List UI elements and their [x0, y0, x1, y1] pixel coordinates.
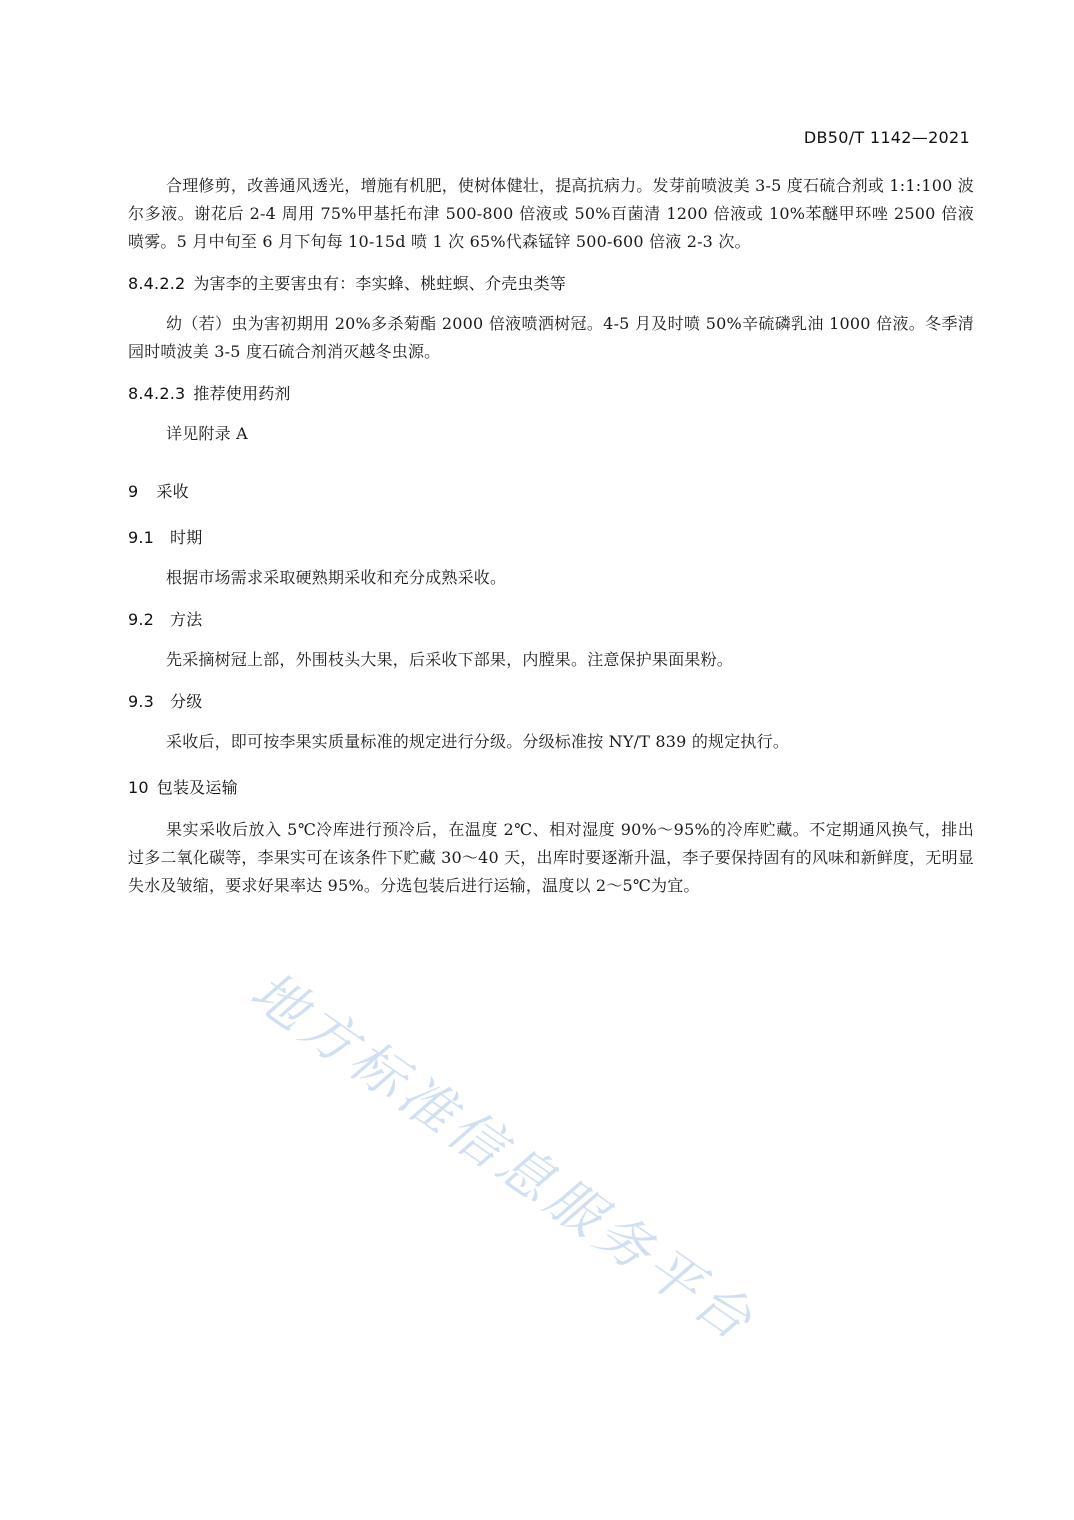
- heading-number: 9: [128, 482, 139, 501]
- paragraph-9-3: 采收后，即可按李果实质量标准的规定进行分级。分级标准按 NY/T 839 的规定执行。: [166, 732, 790, 751]
- document-code: DB50/T 1142—2021: [803, 128, 970, 147]
- heading-number: 10: [128, 778, 149, 797]
- watermark-text: 地方标准信息服务平台: [239, 959, 768, 1355]
- heading-title: 时期: [170, 528, 203, 547]
- paragraph-10: 果实采收后放入 5℃冷库进行预冷后，在温度 2℃、相对湿度 90%～95%的冷库贮藏。不定期通风换气，排出过多二氧化碳等，李果实可在该条件下贮藏 30～40 天，出库时要逐渐升温，李子要保持固有的风味和新鲜度，无明显失水及皱缩，要求好果率达 95%。分选包装后进行运输，温度以 2～5℃为宜。: [128, 820, 974, 895]
- heading-8-4-2-3: [128, 380, 974, 408]
- heading-8-4-2-2: [128, 270, 974, 298]
- heading-number: 9.2: [128, 610, 155, 629]
- paragraph-pest-control: 幼（若）虫为害初期用 20%多杀菊酯 2000 倍液喷洒树冠。4-5 月及时喷 50%辛硫磷乳油 1000 倍液。冬季清园时喷波美 3-5 度石硫合剂消灭越冬虫源。: [128, 314, 974, 361]
- paragraph-appendix-ref: 详见附录 A: [166, 424, 248, 443]
- heading-number: 8.4.2.3: [128, 384, 186, 403]
- paragraph-9-1: 根据市场需求采取硬熟期采收和充分成熟采收。: [166, 568, 507, 587]
- heading-title: 采收: [156, 482, 189, 501]
- heading-number: 9.1: [128, 528, 155, 547]
- heading-9-1: [128, 524, 974, 552]
- paragraph-disease-control: 合理修剪，改善通风透光，增施有机肥，使树体健壮，提高抗病力。发芽前喷波美 3-5 度石硫合剂或 1:1:100 波尔多液。谢花后 2-4 周用 75%甲基托布津 500-800 倍液或 50%百菌清 1200 倍液或 10%苯醚甲环唑 2500 倍液喷雾。5 月中旬至 6 月下旬每 10-15d 喷 1 次 65%代森锰锌 500-600 倍液 2-3 次。: [128, 176, 974, 251]
- heading-number: 8.4.2.2: [128, 274, 186, 293]
- heading-9: [128, 478, 974, 506]
- heading-number: 9.3: [128, 692, 155, 711]
- heading-title: 包装及运输: [156, 778, 238, 797]
- heading-title: 分级: [170, 692, 203, 711]
- heading-10: [128, 774, 974, 802]
- heading-9-2: [128, 606, 974, 634]
- heading-title: 方法: [170, 610, 203, 629]
- paragraph-9-2: 先采摘树冠上部，外围枝头大果，后采收下部果，内膛果。注意保护果面果粉。: [166, 650, 734, 669]
- heading-9-3: [128, 688, 974, 716]
- document-body: [128, 172, 974, 900]
- heading-title: 为害李的主要害虫有：李实蜂、桃蛀螟、介壳虫类等: [193, 274, 566, 293]
- heading-title: 推荐使用药剂: [193, 384, 291, 403]
